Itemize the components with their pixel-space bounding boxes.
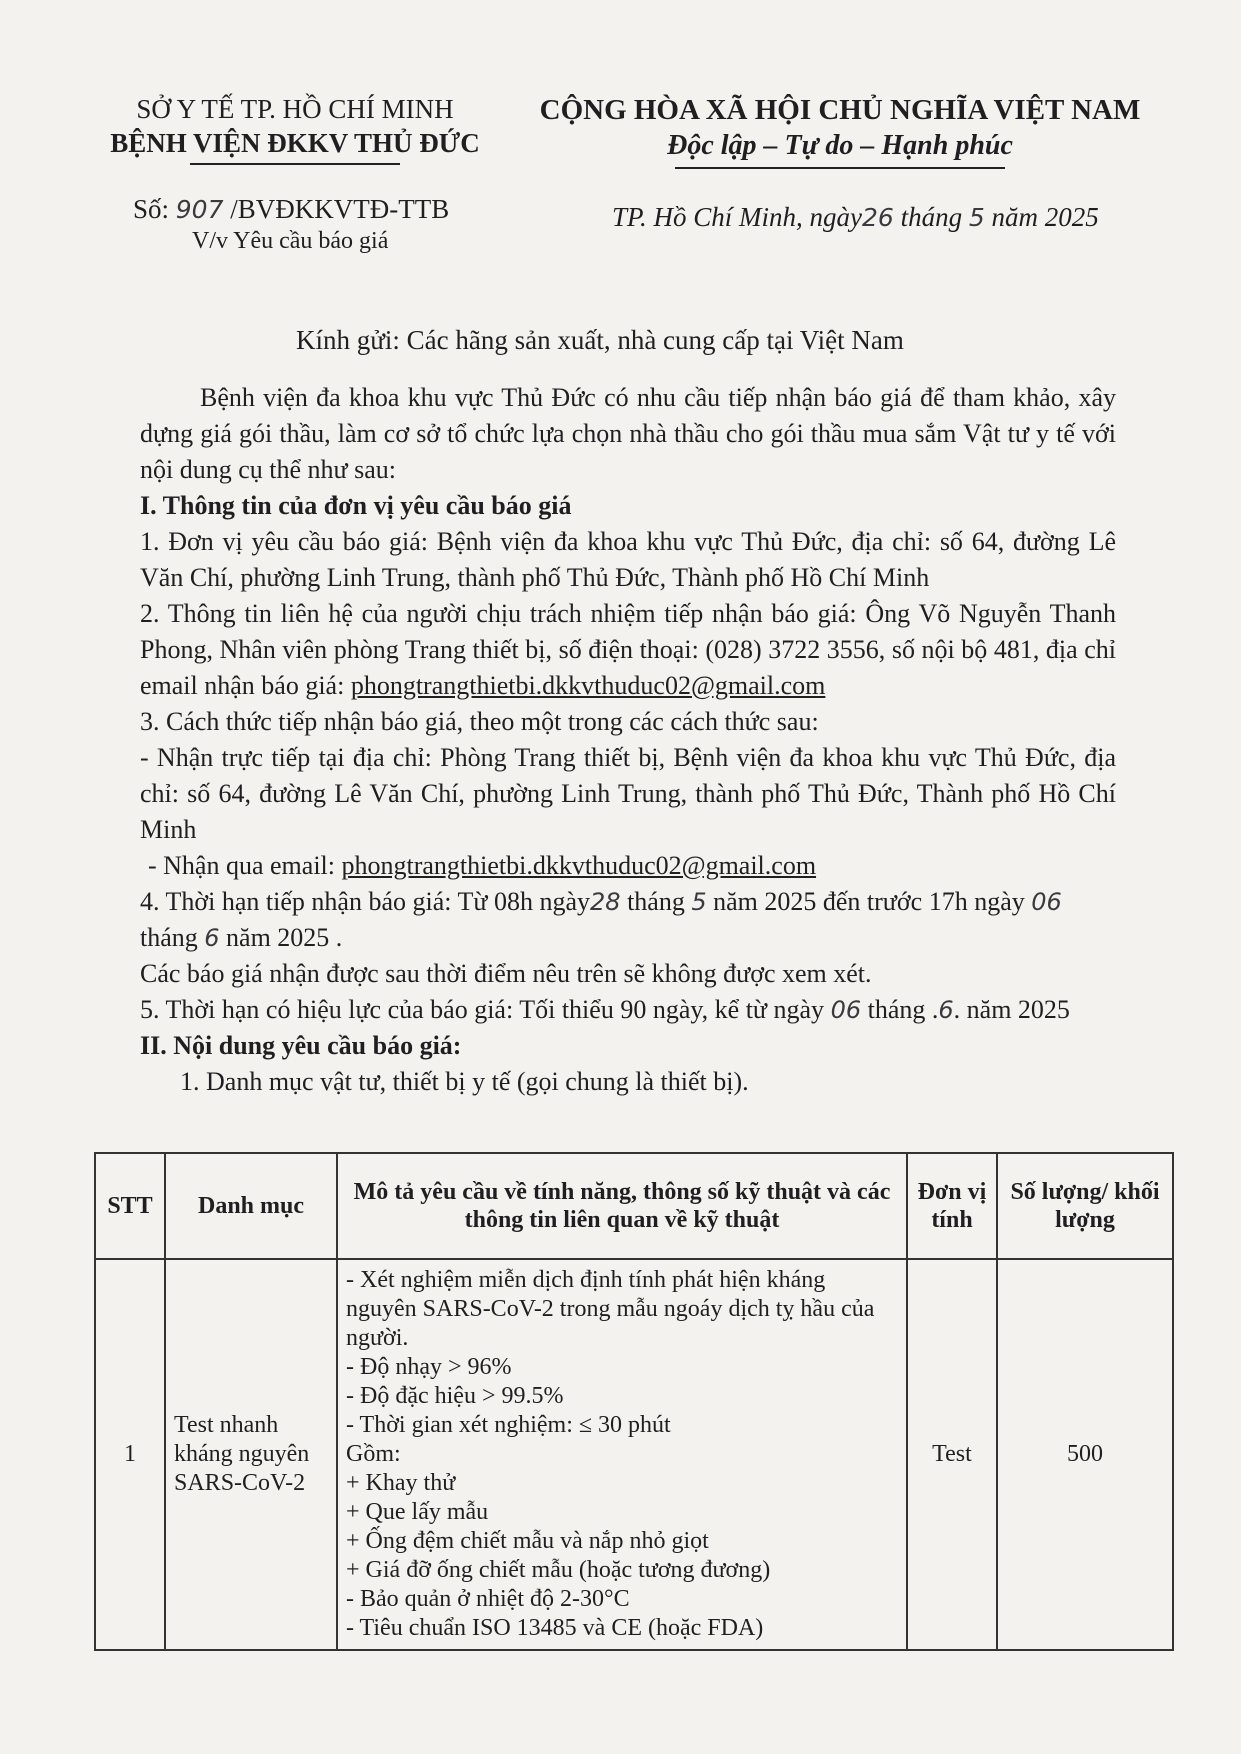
addressee: Kính gửi: Các hãng sản xuất, nhà cung cấp tại Việt Nam: [296, 325, 904, 355]
col-mo-ta: Mô tả yêu cầu về tính năng, thông số kỹ thuật và các thông tin liên quan về kỹ thuật: [337, 1153, 907, 1259]
desc-line: - Độ nhạy > 96%: [346, 1354, 512, 1380]
desc-line: + Ống đệm chiết mẫu và nắp nhỏ giọt: [346, 1528, 709, 1554]
agency-underline: [190, 163, 400, 165]
col-so-luong: Số lượng/ khối lượng: [997, 1153, 1173, 1259]
desc-line: - Tiêu chuẩn ISO 13485 và CE (hoặc FDA): [346, 1615, 764, 1641]
desc-line: - Xét nghiệm miễn dịch định tính phát hiện kháng nguyên SARS-CoV-2 trong mẫu ngoáy dịch tỵ hầu của người.: [346, 1267, 875, 1351]
section1-heading: I. Thông tin của đơn vị yêu cầu báo giá: [140, 491, 572, 520]
col-danh-muc: Danh mục: [165, 1153, 337, 1259]
handwritten-day: 26: [862, 203, 894, 232]
section1-item4: 4. Thời hạn tiếp nhận báo giá: Từ 08h ngày28 tháng 5 năm 2025 đến trước 17h ngày 06 tháng 6 năm 2025 .: [140, 887, 1062, 952]
document-body: [140, 380, 1116, 1100]
document-subject: V/v Yêu cầu báo giá: [192, 228, 389, 254]
cell-so-luong: 500: [997, 1259, 1173, 1650]
agency-parent: SỞ Y TẾ TP. HỒ CHÍ MINH: [136, 94, 454, 124]
handwritten-number: 907: [175, 195, 224, 224]
section1-item5: 5. Thời hạn có hiệu lực của báo giá: Tối thiểu 90 ngày, kể từ ngày 06 tháng .6. năm 2025: [140, 995, 1070, 1024]
section2-heading: II. Nội dung yêu cầu báo giá:: [140, 1031, 462, 1060]
motto-underline: [675, 167, 1005, 169]
section2-sub1: 1. Danh mục vật tư, thiết bị y tế (gọi chung là thiết bị).: [180, 1067, 749, 1096]
table-header-row: [95, 1153, 1173, 1259]
document-number: Số: 907 /BVĐKKVTĐ-TTB: [133, 194, 450, 224]
intro-paragraph: Bệnh viện đa khoa khu vực Thủ Đức có nhu cầu tiếp nhận báo giá để tham khảo, xây dựng giá gói thầu, làm cơ sở tổ chức lựa chọn nhà thầu cho gói thầu mua sắm Vật tư y tế với nội dung cụ thể như sau:: [140, 383, 1116, 484]
col-stt: STT: [95, 1153, 165, 1259]
equipment-table: [94, 1152, 1174, 1651]
national-motto: Độc lập – Tự do – Hạnh phúc: [667, 130, 1013, 161]
email-link-2[interactable]: phongtrangthietbi.dkkvthuduc02@gmail.com: [341, 851, 817, 880]
document-date: TP. Hồ Chí Minh, ngày26 tháng 5 năm 2025: [612, 202, 1099, 232]
section1-item1: 1. Đơn vị yêu cầu báo giá: Bệnh viện đa khoa khu vực Thủ Đức, địa chỉ: số 64, đường Lê Văn Chí, phường Linh Trung, thành phố Thủ Đức, Thành phố Hồ Chí Minh: [140, 527, 1116, 592]
desc-line: + Khay thử: [346, 1470, 456, 1496]
national-header: [525, 92, 1155, 169]
desc-line: - Thời gian xét nghiệm: ≤ 30 phút: [346, 1412, 671, 1438]
desc-line: + Giá đỡ ống chiết mẫu (hoặc tương đương): [346, 1557, 771, 1583]
email-link[interactable]: phongtrangthietbi.dkkvthuduc02@gmail.com: [350, 671, 826, 700]
desc-line: Gồm:: [346, 1441, 401, 1467]
section1-item3-email: - Nhận qua email: phongtrangthietbi.dkkvthuduc02@gmail.com: [148, 851, 817, 880]
handwritten-month: 5: [968, 203, 985, 232]
desc-line: - Độ đặc hiệu > 99.5%: [346, 1383, 564, 1409]
table-row: [95, 1259, 1173, 1650]
cell-don-vi: Test: [907, 1259, 997, 1650]
section1-item3-direct: - Nhận trực tiếp tại địa chỉ: Phòng Trang thiết bị, Bệnh viện đa khoa khu vực Thủ Đức, địa chỉ: số 64, đường Lê Văn Chí, phường Linh Trung, thành phố Thủ Đức, Thành phố Hồ Chí Minh: [140, 743, 1116, 844]
section1-item2: 2. Thông tin liên hệ của người chịu trách nhiệm tiếp nhận báo giá: Ông Võ Nguyễn Thanh Phong, Nhân viên phòng Trang thiết bị, số điện thoại: (028) 3722 3556, số nội bộ 481, địa chỉ email nhận báo giá: phongtrangthietbi.dkkvthuduc02@gmail.com: [140, 599, 1116, 700]
col-don-vi: Đơn vị tính: [907, 1153, 997, 1259]
late-note: Các báo giá nhận được sau thời điểm nêu trên sẽ không được xem xét.: [140, 959, 872, 988]
cell-mo-ta: [337, 1259, 907, 1650]
cell-danh-muc: Test nhanh kháng nguyên SARS-CoV-2: [165, 1259, 337, 1650]
cell-stt: 1: [95, 1259, 165, 1650]
section1-item3: 3. Cách thức tiếp nhận báo giá, theo một trong các cách thức sau:: [140, 707, 819, 736]
agency-header: [85, 92, 505, 165]
desc-line: - Bảo quản ở nhiệt độ 2-30°C: [346, 1586, 630, 1612]
desc-line: + Que lấy mẫu: [346, 1499, 489, 1525]
national-title: CỘNG HÒA XÃ HỘI CHỦ NGHĨA VIỆT NAM: [539, 94, 1141, 126]
agency-name: BỆNH VIỆN ĐKKV THỦ ĐỨC: [110, 128, 480, 158]
